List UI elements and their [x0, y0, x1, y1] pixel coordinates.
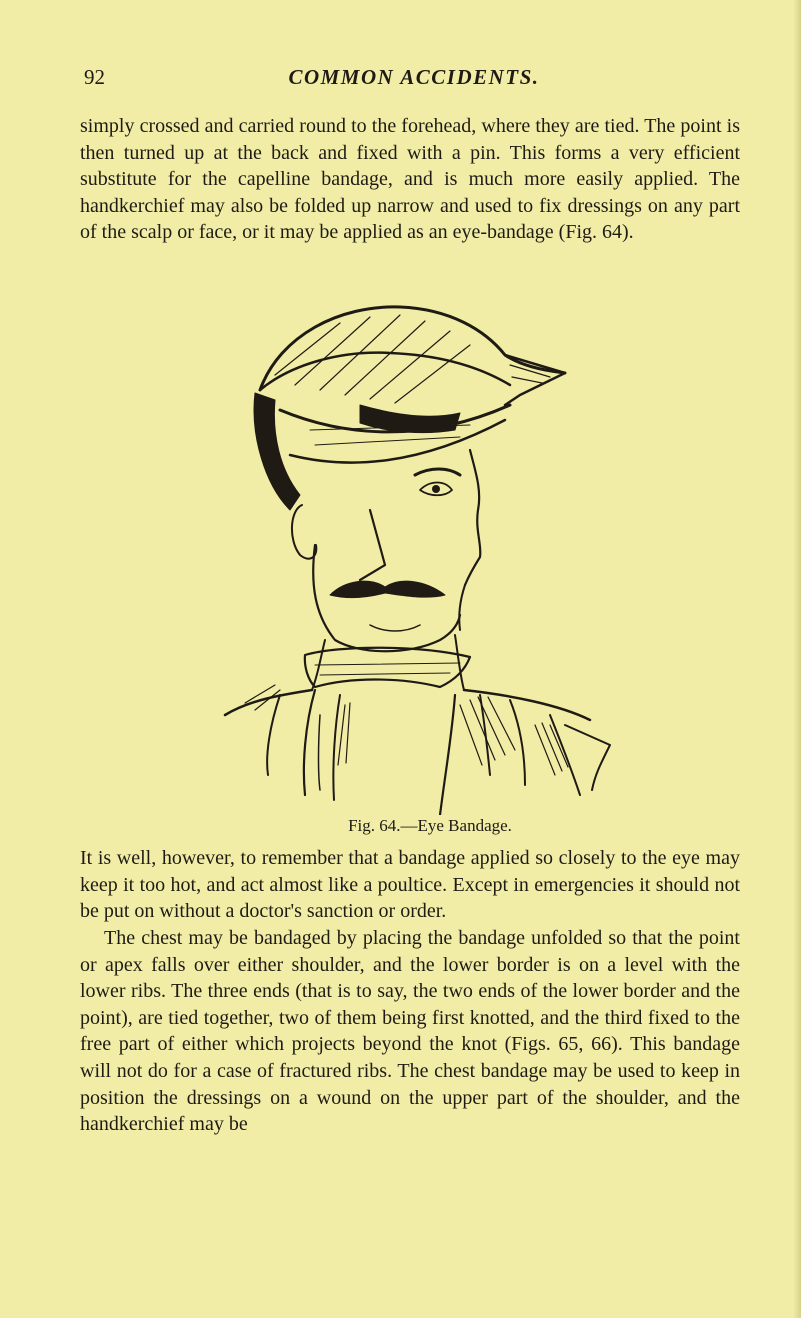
page-edge-shadow: [793, 0, 801, 1318]
page-number: 92: [84, 65, 105, 89]
running-header: [84, 64, 744, 94]
paragraph-bandage-continued: simply crossed and carried round to the forehead, where they are tied. The point is then turned up at the back and fixed with a pin. This forms a very efficient substitute for the capelline bandage, and is much more easily applied. The handkerchief may also be folded up narrow and used to fix dressings on any part of the scalp or face, or it may be applied as an eye-bandage (Fig. 64).: [80, 115, 740, 244]
figure-caption: Fig. 64.—Eye Bandage.: [348, 816, 512, 835]
paragraph-chest-bandage: The chest may be bandaged by placing the bandage unfolded so that the point or apex falls over either shoulder, and the lower border is on a level with the lower ribs. The three ends (that is to say, the two ends of the lower border and the point), are tied together, two of them being first knotted, and the third fixed to the free part of either which projects beyond the knot (Figs. 65, 66). This bandage will not do for a case of fractured ribs. The chest bandage may be used to keep in position the dressings on a wound on the upper part of the shoulder, and the handkerchief may be: [80, 927, 740, 1136]
eye-bandage-illustration: [220, 295, 640, 815]
running-title: COMMON ACCIDENTS.: [288, 65, 540, 89]
paragraph-caution: It is well, however, to remember that a bandage applied so closely to the eye may keep it too hot, and act almost like a poultice. Except in emergencies it should not be put on without a doctor's sanction or order.: [80, 847, 740, 923]
